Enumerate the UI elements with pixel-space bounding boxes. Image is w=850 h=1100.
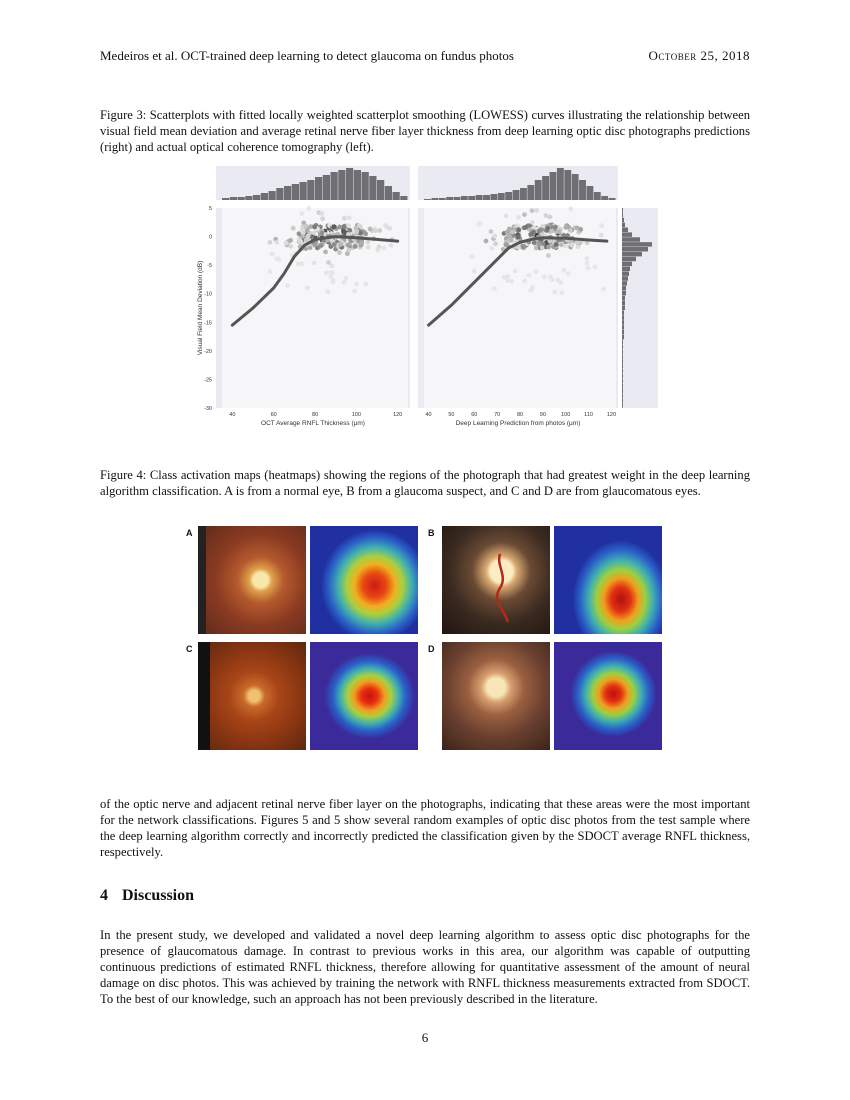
y-tick-label: -25 xyxy=(204,377,212,384)
x-tick-label: 120 xyxy=(606,412,617,418)
histogram-bar xyxy=(622,281,627,285)
histogram-bar xyxy=(535,180,542,200)
x-tick-label: 110 xyxy=(584,412,593,418)
fundus-photo-d xyxy=(442,642,550,750)
histogram-bar xyxy=(622,403,623,407)
x-tick-label: 80 xyxy=(516,412,524,418)
histogram-bar xyxy=(498,193,505,200)
x-tick-label: 70 xyxy=(494,412,501,418)
histogram-bar xyxy=(292,184,299,200)
running-header xyxy=(100,48,750,64)
histogram-bar xyxy=(222,198,229,200)
histogram-bar xyxy=(622,364,623,368)
x-tick-label: 80 xyxy=(311,412,319,418)
histogram-bar xyxy=(622,232,632,236)
histogram-bar xyxy=(468,196,475,200)
histogram-bar xyxy=(622,393,623,397)
header-title: Medeiros et al. OCT-trained deep learning to detect glaucoma on fundus photos xyxy=(100,48,514,63)
histogram-bar xyxy=(338,170,345,200)
y-axis-label: Visual Field Mean Deviation (dB) xyxy=(197,260,204,356)
x-axis-ticks-right xyxy=(426,412,617,418)
histogram-bar xyxy=(520,188,527,200)
histogram-bar xyxy=(505,192,512,200)
histogram-bar xyxy=(622,315,624,319)
y-tick-label: -10 xyxy=(204,291,212,298)
histogram-bar xyxy=(454,197,461,200)
histogram-bar xyxy=(377,180,384,200)
figure4-caption: Figure 4: Class activation maps (heatmaps) showing the regions of the photograph that had greatest weight in the deep learning algorithm classification. A is from a normal eye, B from a glaucoma suspect, and C and D are from glaucomatous eyes. xyxy=(100,468,750,498)
histogram-bar xyxy=(557,168,564,200)
x-tick-label: 90 xyxy=(539,412,546,418)
histogram-bar xyxy=(579,180,586,200)
x-tick-label: 100 xyxy=(351,412,361,418)
histogram-bar xyxy=(483,195,490,200)
histogram-bar xyxy=(622,252,642,256)
histogram-bar xyxy=(622,340,623,344)
histogram-bar xyxy=(622,345,623,349)
body-paragraph-2: In the present study, we developed and validated a novel deep learning algorithm to assess optic disc photographs for the presence of glaucomatous damage. In contrast to previous works in this area, our algorithm was capable of outputting continuous predictions of estimated RNFL thickness, therefore allowing for quantitative assessment of the amount of neural damage on disc photos. This was achieved by training the network with RNFL thickness measurements extracted from SDOCT. To the best of our knowledge, such an approach has not been previously described in the literature. xyxy=(100,928,750,1006)
heatmap-d xyxy=(554,642,662,750)
page-number: 6 xyxy=(421,1030,429,1045)
fundus-photo-c xyxy=(198,642,306,750)
histogram-bar xyxy=(622,388,623,392)
histogram-bar xyxy=(622,257,636,261)
section-title: Discussion xyxy=(122,887,195,904)
histogram-bar xyxy=(601,196,608,200)
histogram-bar xyxy=(622,296,625,300)
histogram-bar xyxy=(542,176,549,200)
y-tick-label: -30 xyxy=(204,406,212,412)
histogram-bar xyxy=(490,194,497,200)
histogram-bar xyxy=(446,197,453,200)
histogram-bar xyxy=(622,320,624,324)
histogram-bar xyxy=(245,196,252,200)
figure3-scatterplots xyxy=(190,162,660,432)
y-tick-label: -20 xyxy=(204,348,212,355)
histogram-bar xyxy=(253,195,260,200)
histogram-bar xyxy=(622,286,626,290)
histogram-bar xyxy=(393,192,400,200)
x-axis-ticks-left xyxy=(229,412,402,418)
histogram-bar xyxy=(622,398,623,402)
histogram-bar xyxy=(622,247,648,251)
histogram-bar xyxy=(572,174,579,200)
fundus-photo-a xyxy=(198,526,306,634)
histogram-bar xyxy=(622,291,626,295)
histogram-bar xyxy=(346,168,353,200)
histogram-bar xyxy=(323,175,330,200)
histogram-bar xyxy=(594,192,601,200)
histogram-bar xyxy=(622,374,623,378)
histogram-bar xyxy=(622,237,640,241)
histogram-bar xyxy=(300,182,307,200)
histogram-bar xyxy=(622,223,625,227)
y-tick-label: -15 xyxy=(204,320,212,327)
histogram-bar xyxy=(476,195,483,200)
histogram-bar xyxy=(622,271,629,275)
x-tick-label: 40 xyxy=(229,412,236,418)
header-date: October 25, 2018 xyxy=(648,48,750,63)
fundus-photo-b xyxy=(442,526,550,634)
histogram-bar xyxy=(269,191,276,200)
y-axis-ticks xyxy=(204,206,212,412)
body-paragraph-1: of the optic nerve and adjacent retinal nerve fiber layer on the photographs, indicating that these areas were the most important for the network classifications. Figures 5 and 5 show several random examples of optic disc photos from the test sample where the deep learning algorithm correctly and incorrectly predicted the classification given by the SDOCT average RNFL thickness, respectively. xyxy=(100,797,750,859)
y-tick-label: -5 xyxy=(207,263,212,270)
figure4-activation-maps xyxy=(180,522,670,754)
histogram-bar xyxy=(622,267,630,271)
heatmap-c xyxy=(310,642,418,750)
histogram-bar xyxy=(261,193,268,200)
histogram-bar xyxy=(622,213,623,217)
histogram-bar xyxy=(362,172,369,200)
histogram-bar xyxy=(622,306,625,310)
histogram-bar xyxy=(431,198,438,200)
heatmap-b xyxy=(554,526,662,634)
x-tick-label: 60 xyxy=(471,412,478,418)
histogram-bar xyxy=(331,172,338,200)
histogram-bar xyxy=(622,384,623,388)
histogram-bar xyxy=(622,310,624,314)
histogram-bar xyxy=(622,335,624,339)
histogram-bar xyxy=(622,242,652,246)
x-tick-label: 120 xyxy=(393,412,403,418)
x-axis-label-right: Deep Learning Prediction from photos (µm) xyxy=(455,420,581,427)
figure3-caption: Figure 3: Scatterplots with fitted locally weighted scatterplot smoothing (LOWESS) curves illustrating the relationship between visual field mean deviation and average retinal nerve fiber layer thickness from deep learning optic disc photographs predictions (right) and actual optical coherence tomography (left). xyxy=(100,108,750,154)
x-axis-label-left: OCT Average RNFL Thickness (µm) xyxy=(261,420,365,427)
histogram-bar xyxy=(385,186,392,200)
section-number: 4 xyxy=(100,887,108,904)
y-tick-label: 0 xyxy=(208,234,212,241)
histogram-bar xyxy=(369,176,376,200)
histogram-bar xyxy=(622,349,623,353)
histogram-bar xyxy=(622,262,632,266)
histogram-bar xyxy=(513,190,520,200)
panel-label-a: A xyxy=(186,528,193,538)
histogram-bar xyxy=(622,379,623,383)
histogram-bar xyxy=(276,188,283,200)
y-tick-label: 5 xyxy=(208,206,212,212)
histogram-bar xyxy=(622,325,624,329)
histogram-bar xyxy=(609,198,616,200)
histogram-bar xyxy=(315,177,322,200)
histogram-bar xyxy=(622,354,623,358)
histogram-bar xyxy=(622,208,623,212)
histogram-bar xyxy=(527,185,534,200)
histogram-bar xyxy=(354,170,361,200)
histogram-bar xyxy=(461,196,468,200)
x-tick-label: 50 xyxy=(448,412,455,418)
histogram-bar xyxy=(230,197,237,200)
histogram-bar xyxy=(550,172,557,200)
histogram-bar xyxy=(564,170,571,200)
x-tick-label: 100 xyxy=(561,412,571,418)
histogram-bar xyxy=(284,186,291,200)
histogram-bar xyxy=(622,228,628,232)
histogram-bar xyxy=(622,330,624,334)
panel-label-b: B xyxy=(428,528,435,538)
heatmap-a xyxy=(310,526,418,634)
histogram-bar xyxy=(238,197,245,200)
histogram-bar xyxy=(586,186,593,200)
histogram-bar xyxy=(622,369,623,373)
panel-label-c: C xyxy=(186,644,193,654)
section-heading xyxy=(100,887,194,905)
histogram-bar xyxy=(622,301,625,305)
histogram-bar xyxy=(424,199,431,200)
histogram-bar xyxy=(622,359,623,363)
histogram-bar xyxy=(439,198,446,200)
histogram-bar xyxy=(622,218,624,222)
x-tick-label: 60 xyxy=(270,412,277,418)
histogram-bar xyxy=(307,180,314,200)
histogram-bar xyxy=(400,196,407,200)
x-tick-label: 40 xyxy=(425,412,432,418)
histogram-bar xyxy=(622,276,628,280)
panel-label-d: D xyxy=(428,644,435,654)
